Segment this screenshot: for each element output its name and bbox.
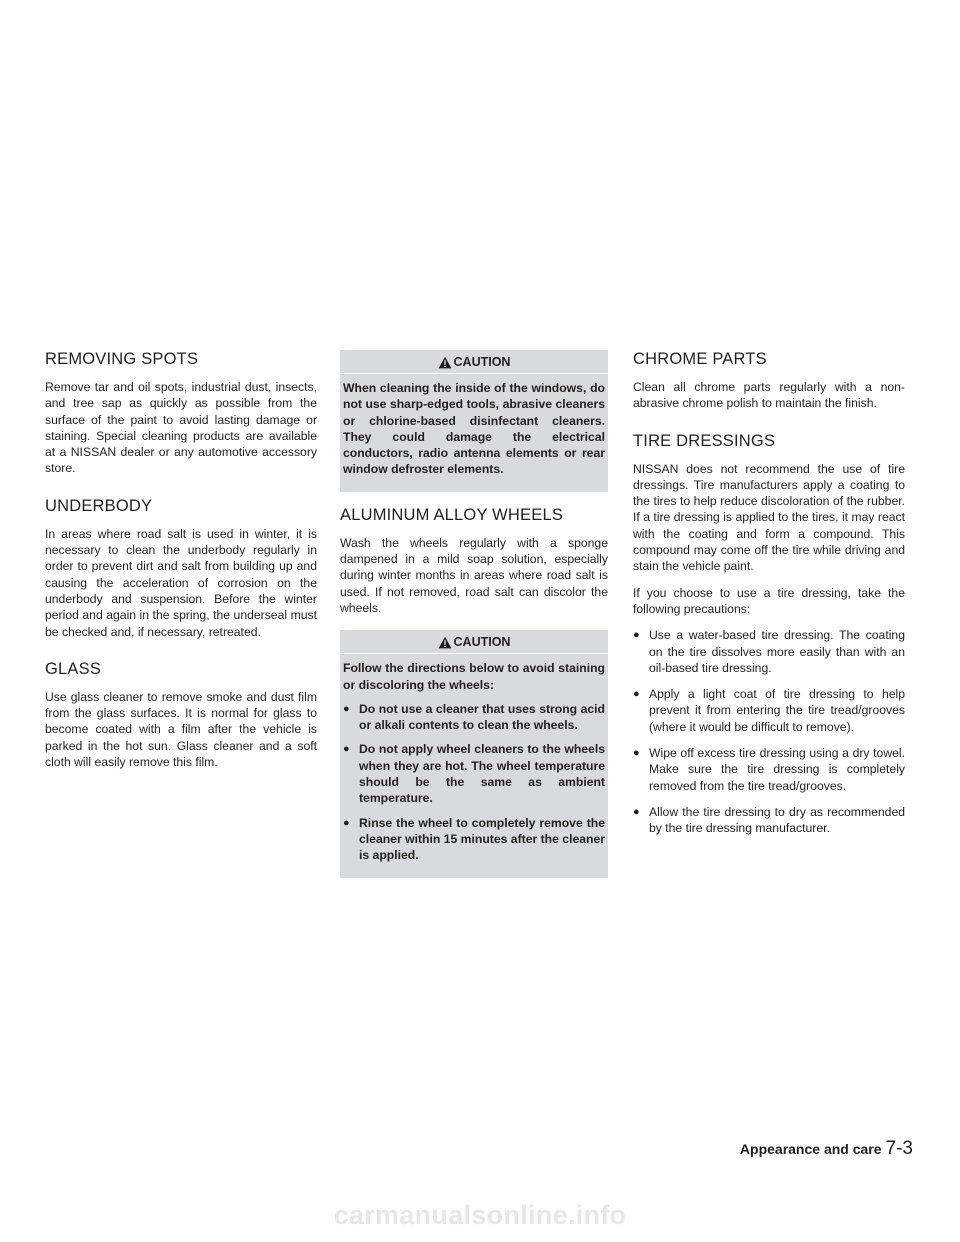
warning-triangle-icon [438,356,452,369]
heading-glass: GLASS [45,659,102,678]
caution-box-windows [340,350,608,492]
list-item: ● Apply a light coat of tire dressing to help prevent it from entering the tire tread/grooves (where it would be difficult to remove). [633,686,905,735]
paragraph-tire-dressings: NISSAN does not recommend the use of tire dressings. Tire manufacturers apply a coating to the tires to help reduce discoloration of the rubber. If a tire dressing is applied to the tires, it may react with the coating and form a compound. This compound may come off the tire while driving and stain the vehicle paint. [633,461,905,574]
paragraph-removing-spots: Remove tar and oil spots, industrial dust, insects, and tree sap as quickly as possible from the surface of the paint to avoid lasting damage or staining. Special cleaning products are available at a NISSAN dealer or any automotive accessory store. [45,380,317,476]
warning-triangle-icon [438,636,452,649]
column-right [633,350,905,847]
page-footer [728,1138,913,1160]
watermark: carmanualsonline.info [333,1200,627,1230]
caution-label: CAUTION [453,635,511,650]
caution-label: CAUTION [453,355,511,369]
caution-list-wheels [343,701,605,864]
caution-body [340,660,608,863]
caution-header [340,350,608,374]
page-number: 7-3 [885,1138,913,1159]
paragraph-chrome-parts: Clean all chrome parts regularly with a non-abrasive chrome polish to maintain the finish. [633,380,905,411]
paragraph-aluminum-wheels: Wash the wheels regularly with a sponge dampened in a mild soap solution, especially during winter months in areas where road salt is used. If not removed, road salt can discolor the wheels. [340,535,608,615]
column-middle [340,350,608,878]
heading-aluminum-wheels: ALUMINUM ALLOY WHEELS [340,505,564,524]
list-item: ● Allow the tire dressing to dry as recommended by the tire dressing manufacturer. [633,804,905,837]
heading-underbody: UNDERBODY [45,496,153,515]
footer-section-title: Appearance and care [739,1141,882,1157]
column-left [45,350,317,780]
list-item: ● Wipe off excess tire dressing using a dry towel. Make sure the tire dressing is completely removed from the tire tread/grooves. [633,745,905,794]
heading-tire-dressings: TIRE DRESSINGS [633,431,776,450]
caution-box-wheels [340,630,608,877]
list-item: ● Use a water-based tire dressing. The coating on the tire dissolves more easily than with an oil-based tire dressing. [633,627,905,676]
tire-precaution-list [633,627,905,836]
heading-chrome-parts: CHROME PARTS [633,350,767,368]
caution-body [340,380,608,478]
caution-intro-wheels: Follow the directions below to avoid staining or discoloring the wheels: [343,661,605,692]
paragraph-glass: Use glass cleaner to remove smoke and dust film from the glass surfaces. It is normal for glass to become coated with a film after the vehicle is parked in the hot sun. Glass cleaner and a soft cloth will easily remove this film. [45,689,317,770]
caution-header [340,630,608,654]
list-item: ● Do not apply wheel cleaners to the wheels when they are hot. The wheel temperature should be the same as ambient temperature. [343,741,605,806]
list-item: ● Do not use a cleaner that uses strong acid or alkali contents to clean the wheels. [343,701,605,734]
paragraph-underbody: In areas where road salt is used in winter, it is necessary to clean the underbody regularly in order to prevent dirt and salt from building up and causing the acceleration of corrosion on the underbody and suspension. Before the winter period and again in the spring, the underseal must be checked and, if necessary, retreated. [45,526,317,639]
list-item: ● Rinse the wheel to completely remove the cleaner within 15 minutes after the cleaner is applied. [343,815,605,864]
caution-text-windows: When cleaning the inside of the windows, do not use sharp-edged tools, abrasive cleaners or chlorine-based disinfectant cleaners. They could damage the electrical conductors, radio antenna elements or rear window defroster elements. [343,381,605,477]
paragraph-tire-precautions: If you choose to use a tire dressing, take the following precautions: [633,585,905,616]
heading-removing-spots: REMOVING SPOTS [45,350,199,368]
